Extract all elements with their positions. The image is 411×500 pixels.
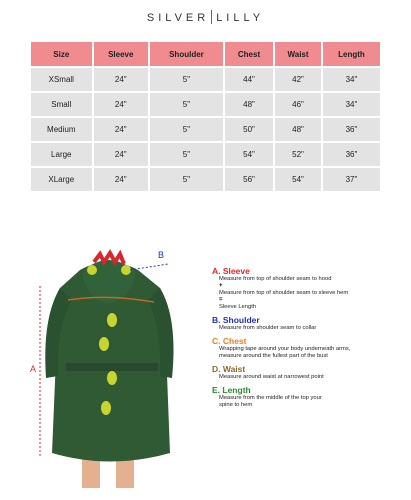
guide-waist-line1: Measure around waist at narrowest point	[219, 374, 324, 380]
cell-length: 37"	[323, 168, 380, 191]
header-waist: Waist	[275, 42, 321, 66]
dino-eye-right	[121, 265, 131, 275]
model-leg-left	[82, 458, 100, 488]
size-chart-table	[29, 40, 382, 193]
table-row	[31, 118, 380, 141]
guide-sleeve-line2: Measure from top of shoulder seam to sleeve hem	[219, 290, 349, 296]
cell-size: XSmall	[31, 68, 92, 91]
guide-length	[212, 385, 408, 409]
guide-chest	[212, 336, 408, 360]
cell-sleeve: 24"	[94, 118, 148, 141]
table-header-row	[31, 42, 380, 66]
dino-eye-left	[87, 265, 97, 275]
brand-right: LILLY	[216, 11, 265, 24]
spine-spike	[107, 313, 117, 327]
guide-length-title: E. Length	[212, 385, 251, 395]
cell-shoulder: 5"	[150, 93, 223, 116]
table-row	[31, 168, 380, 191]
guide-waist-title: D. Waist	[212, 364, 246, 374]
cell-length: 34"	[323, 68, 380, 91]
guide-shoulder	[212, 315, 408, 332]
cell-waist: 52"	[275, 143, 321, 166]
cell-chest: 56"	[225, 168, 273, 191]
table-row	[31, 93, 380, 116]
guide-chest-line1: Wrapping tape around your body underneath arms,	[219, 346, 351, 352]
table-row	[31, 68, 380, 91]
measure-label-b: B	[158, 250, 165, 260]
spine-spike	[99, 337, 109, 351]
guide-sleeve-equals: =	[219, 297, 223, 303]
brand-left: SILVER	[146, 11, 210, 24]
header-chest: Chest	[225, 42, 273, 66]
cell-waist: 48"	[275, 118, 321, 141]
guide-sleeve-line1: Measure from top of shoulder seam to hood	[219, 276, 332, 282]
cell-shoulder: 5"	[150, 168, 223, 191]
cell-sleeve: 24"	[94, 168, 148, 191]
model-leg-right	[116, 458, 134, 488]
cell-shoulder: 5"	[150, 143, 223, 166]
cell-shoulder: 5"	[150, 68, 223, 91]
robe-photo	[20, 248, 210, 488]
guide-length-line1: Measure from the middle of the top your	[219, 395, 322, 401]
measure-label-a: A	[30, 364, 37, 374]
table-row	[31, 143, 380, 166]
header-size: Size	[31, 42, 92, 66]
measurement-guide	[212, 266, 408, 413]
cell-sleeve: 24"	[94, 68, 148, 91]
cell-waist: 42"	[275, 68, 321, 91]
cell-size: XLarge	[31, 168, 92, 191]
cell-sleeve: 24"	[94, 143, 148, 166]
measure-line-b	[130, 264, 168, 270]
cell-shoulder: 5"	[150, 118, 223, 141]
cell-chest: 48"	[225, 93, 273, 116]
header-length: Length	[323, 42, 380, 66]
cell-size: Medium	[31, 118, 92, 141]
guide-length-line2: spine to hem	[219, 402, 253, 408]
guide-sleeve-title: A. Sleeve	[212, 266, 250, 276]
cell-size: Large	[31, 143, 92, 166]
cell-waist: 54"	[275, 168, 321, 191]
cell-chest: 44"	[225, 68, 273, 91]
cell-waist: 46"	[275, 93, 321, 116]
cell-length: 36"	[323, 143, 380, 166]
cell-sleeve: 24"	[94, 93, 148, 116]
brand-logo	[0, 10, 411, 26]
guide-sleeve-plus: +	[219, 283, 223, 289]
guide-chest-line2: measure around the fullest part of the bust	[219, 353, 328, 359]
cell-chest: 54"	[225, 143, 273, 166]
guide-waist	[212, 364, 408, 381]
robe-belt	[66, 363, 158, 371]
guide-shoulder-line1: Measure from shoulder seam to collar	[219, 325, 317, 331]
cell-length: 34"	[323, 93, 380, 116]
cell-size: Small	[31, 93, 92, 116]
guide-chest-title: C. Chest	[212, 336, 247, 346]
guide-shoulder-title: B. Shoulder	[212, 315, 260, 325]
spine-spike	[101, 401, 111, 415]
header-shoulder: Shoulder	[150, 42, 223, 66]
brand-divider	[211, 10, 212, 24]
spine-spike	[107, 371, 117, 385]
header-sleeve: Sleeve	[94, 42, 148, 66]
guide-sleeve	[212, 266, 408, 311]
guide-sleeve-line3: Sleeve Length	[219, 304, 257, 310]
cell-length: 36"	[323, 118, 380, 141]
cell-chest: 50"	[225, 118, 273, 141]
